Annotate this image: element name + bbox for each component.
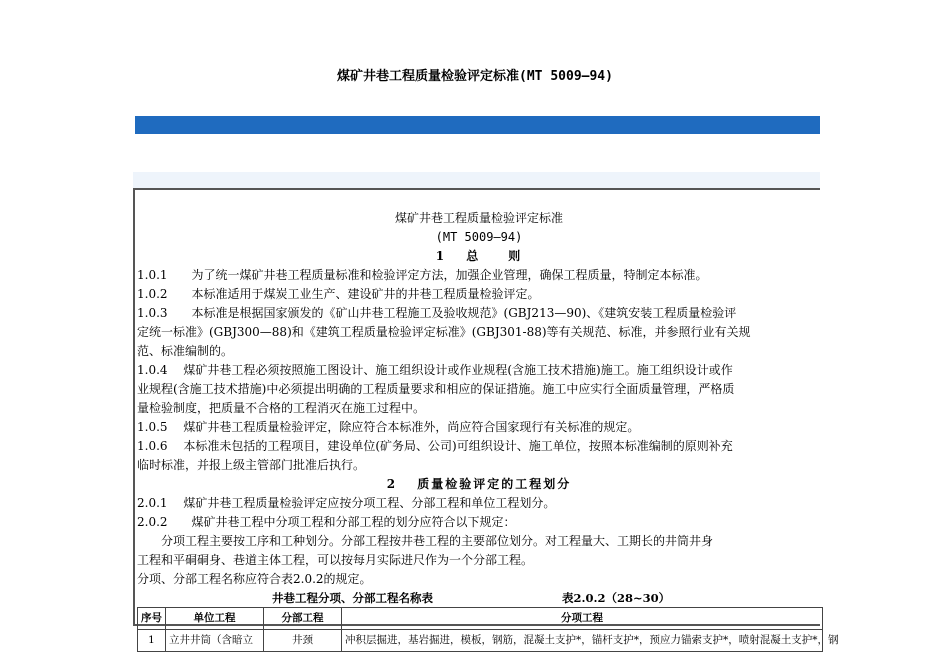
cell-index: 1: [138, 630, 166, 652]
clause-1-0-4-line3: 量检验制度，把质量不合格的工程消灭在施工过程中。: [137, 401, 426, 415]
clause-1-0-1: 1.0.1 为了统一煤矿井巷工程质量标准和检验评定方法，加强企业管理，确保工程质量，特制定本标准。: [137, 268, 708, 282]
table-row: [138, 630, 823, 652]
clause-1-0-6-line2: 临时标准，并报上级主管部门批准后执行。: [137, 458, 366, 472]
doc-heading: 煤矿井巷工程质量检验评定标准: [394, 211, 563, 225]
col-header-index: 序号: [138, 608, 166, 630]
table-caption: [137, 589, 821, 607]
col-header-unit: 单位工程: [166, 608, 264, 630]
cell-division: 井颈: [264, 630, 342, 652]
clause-2-0-1: 2.0.1 煤矿井巷工程质量检验评定应按分项工程、分部工程和单位工程划分。: [137, 496, 556, 510]
clause-1-0-5: 1.0.5 煤矿井巷工程质量检验评定，除应符合本标准外，尚应符合国家现行有关标准的规定。: [137, 420, 640, 434]
col-header-subitem: 分项工程: [342, 608, 823, 630]
document-body: [133, 188, 839, 646]
engineering-division-table: [137, 607, 839, 652]
clause-2-0-2-body-line1: 分项工程主要按工序和工种划分。分部工程按井巷工程的主要部位划分。对工程量大、工期长的井筒井身: [137, 534, 714, 548]
table-title: 井巷工程分项、分部工程名称表: [272, 591, 433, 605]
clause-1-0-3-line1: 1.0.3 本标准是根据国家颁发的《矿山井巷工程施工及验收规范》(GBJ213—90)、《建筑安装工程质量检验评: [137, 306, 737, 320]
chapter-1-heading: 1 总 则: [435, 249, 523, 263]
table-ref: 表2.0.2（28~30）: [562, 591, 671, 605]
header-bar: [135, 116, 820, 134]
cell-subitems: 冲积层掘进，基岩掘进，模板，钢筋，混凝土支护*，锚杆支护*，预应力锚索支护*，喷射混凝土支护*，钢: [342, 630, 823, 652]
clause-2-0-2-body-line2: 工程和平硐硐身、巷道主体工程，可以按每月实际进尺作为一个分部工程。: [137, 553, 534, 567]
chapter-2-heading: 2 质量检验评定的工程划分: [386, 477, 572, 491]
clause-1-0-4-line1: 1.0.4 煤矿井巷工程必须按照施工图设计、施工组织设计或作业规程(含施工技术措施)施工。施工组织设计或作: [137, 363, 733, 377]
clause-1-0-2: 1.0.2 本标准适用于煤炭工业生产、建设矿井的井巷工程质量检验评定。: [137, 287, 540, 301]
clause-1-0-4-line2: 业规程(含施工技术措施)中必须提出明确的工程质量要求和相应的保证措施。施工中应实行全面质量管理，严格质: [137, 382, 735, 396]
clause-1-0-6-line1: 1.0.6 本标准未包括的工程项目，建设单位(矿务局、公司)可组织设计、施工单位，按照本标准编制的原则补充: [137, 439, 733, 453]
col-header-division: 分部工程: [264, 608, 342, 630]
header-strip: [133, 172, 820, 188]
clause-1-0-3-line3: 范、标准编制的。: [137, 344, 234, 358]
page-title: 煤矿井巷工程质量检验评定标准(MT 5009—94): [337, 69, 613, 84]
clause-2-0-2-body-line3: 分项、分部工程名称应符合表2.0.2的规定。: [137, 572, 372, 586]
table-header-row: [138, 608, 823, 630]
cell-unit: 立井井筒（含暗立: [166, 630, 264, 652]
clause-2-0-2: 2.0.2 煤矿井巷工程中分项工程和分部工程的划分应符合以下规定：: [137, 515, 516, 529]
doc-code: (MT 5009—94): [435, 230, 523, 244]
clause-1-0-3-line2: 定统一标准》(GBJ300—88)和《建筑工程质量检验评定标准》(GBJ301-88)等有关规范、标准，并参照行业有关规: [137, 325, 751, 339]
